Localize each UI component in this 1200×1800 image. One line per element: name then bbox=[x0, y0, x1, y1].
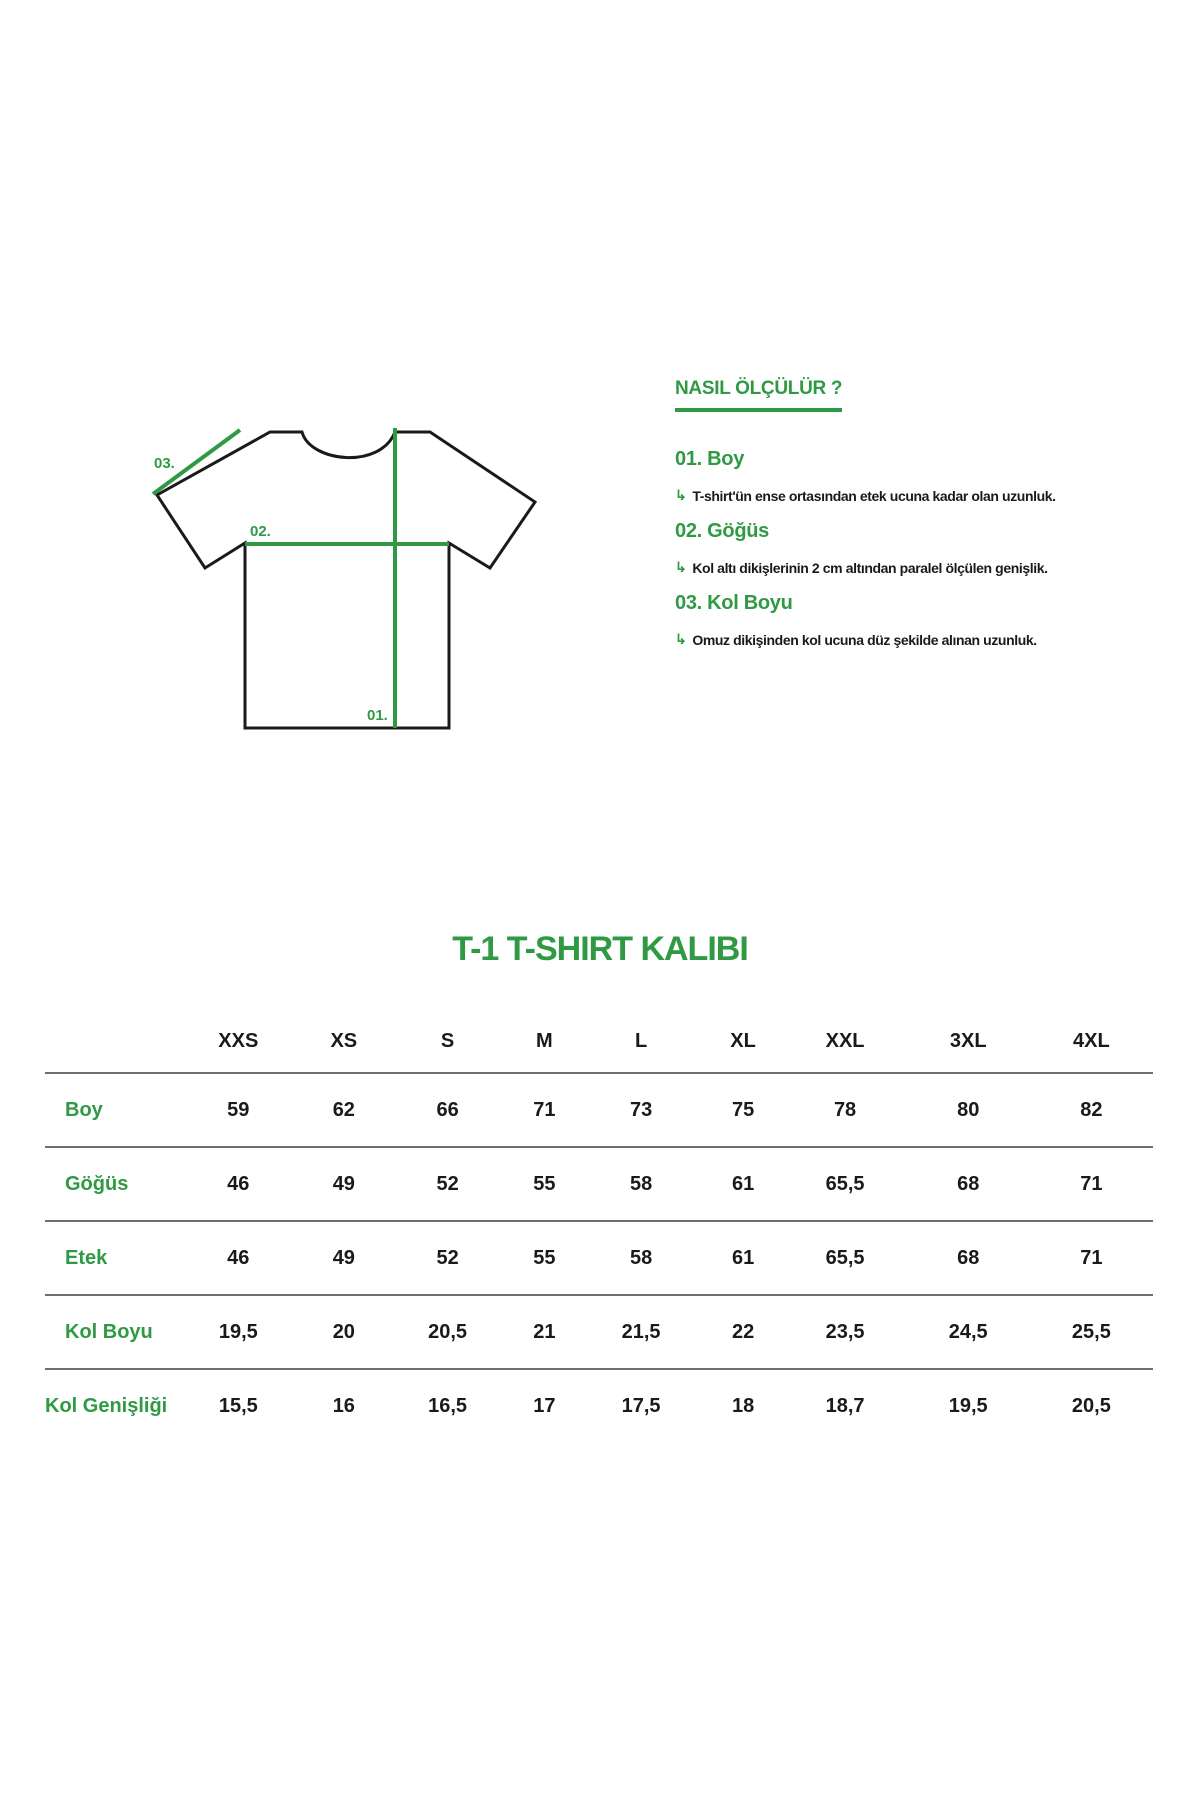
table-cell: 16,5 bbox=[428, 1394, 468, 1417]
table-cell: 68 bbox=[907, 1147, 1030, 1221]
table-cell: 20 bbox=[302, 1295, 386, 1369]
table-cell: 17 bbox=[533, 1394, 556, 1417]
sleeve-marker: 03. bbox=[154, 455, 175, 472]
step-description bbox=[675, 487, 1195, 504]
step-length bbox=[675, 448, 1195, 504]
size-header: S bbox=[386, 1010, 509, 1073]
table-row bbox=[45, 1295, 1153, 1369]
size-header: M bbox=[509, 1010, 579, 1073]
step-description-text: T-shirt'ün ense ortasından etek ucuna kadar olan uzunluk. bbox=[692, 487, 1056, 504]
return-arrow-icon: ↳ bbox=[675, 631, 687, 647]
how-to-measure-title: NASIL ÖLÇÜLÜR ? bbox=[675, 378, 842, 412]
tshirt-outline bbox=[157, 432, 535, 728]
table-cell: 20,5 bbox=[386, 1295, 509, 1369]
row-label: Etek bbox=[45, 1221, 175, 1295]
table-cell: 17,5 bbox=[621, 1394, 661, 1417]
table-cell: 20,5 bbox=[1071, 1394, 1111, 1417]
table-cell: 66 bbox=[386, 1073, 509, 1147]
chest-marker: 02. bbox=[250, 523, 271, 540]
size-header: 3XL bbox=[907, 1010, 1030, 1073]
table-cell: 15,5 bbox=[218, 1394, 258, 1417]
table-cell: 71 bbox=[509, 1073, 579, 1147]
table-cell: 61 bbox=[703, 1221, 784, 1295]
corner-cell bbox=[45, 1010, 175, 1073]
step-sleeve bbox=[675, 592, 1195, 648]
table-cell: 46 bbox=[175, 1221, 302, 1295]
table-cell: 82 bbox=[1030, 1073, 1153, 1147]
how-to-measure-section bbox=[675, 378, 1195, 648]
table-cell: 18,7 bbox=[825, 1394, 865, 1417]
table-cell: 58 bbox=[580, 1221, 703, 1295]
size-chart-table bbox=[45, 1010, 1153, 1442]
table-cell: 18 bbox=[731, 1394, 755, 1417]
table-cell: 62 bbox=[302, 1073, 386, 1147]
table-row bbox=[45, 1073, 1153, 1147]
table-cell: 65,5 bbox=[784, 1147, 907, 1221]
table-cell: 49 bbox=[302, 1221, 386, 1295]
table-cell: 52 bbox=[386, 1221, 509, 1295]
table-cell: 58 bbox=[580, 1147, 703, 1221]
row-label: Kol Boyu bbox=[45, 1295, 175, 1369]
table-cell: 49 bbox=[302, 1147, 386, 1221]
table-cell: 55 bbox=[509, 1147, 579, 1221]
table-cell: 80 bbox=[907, 1073, 1030, 1147]
size-header-row bbox=[45, 1010, 1153, 1073]
table-cell: 59 bbox=[175, 1073, 302, 1147]
row-label: Göğüs bbox=[45, 1147, 175, 1221]
table-cell: 55 bbox=[509, 1221, 579, 1295]
table-cell: 46 bbox=[175, 1147, 302, 1221]
table-cell: 16 bbox=[332, 1394, 355, 1417]
table-cell: 21,5 bbox=[580, 1295, 703, 1369]
step-chest bbox=[675, 520, 1195, 576]
table-cell: 78 bbox=[784, 1073, 907, 1147]
table-row bbox=[45, 1221, 1153, 1295]
table-cell: 71 bbox=[1030, 1147, 1153, 1221]
table-cell: 68 bbox=[907, 1221, 1030, 1295]
size-header: L bbox=[580, 1010, 703, 1073]
table-cell: 71 bbox=[1030, 1221, 1153, 1295]
size-header: XL bbox=[703, 1010, 784, 1073]
table-cell: 23,5 bbox=[784, 1295, 907, 1369]
table-cell: 52 bbox=[386, 1147, 509, 1221]
table-cell: 75 bbox=[703, 1073, 784, 1147]
step-title: 01. Boy bbox=[675, 448, 745, 470]
table-row bbox=[45, 1147, 1153, 1221]
table-row bbox=[45, 1369, 1153, 1442]
step-description bbox=[675, 559, 1195, 576]
table-cell: 21 bbox=[509, 1295, 579, 1369]
row-label: Kol Genişliği bbox=[45, 1394, 168, 1417]
table-cell: 19,5 bbox=[948, 1394, 988, 1417]
table-cell: 24,5 bbox=[907, 1295, 1030, 1369]
step-description-text: Kol altı dikişlerinin 2 cm altından paralel ölçülen genişlik. bbox=[692, 559, 1048, 576]
table-cell: 65,5 bbox=[784, 1221, 907, 1295]
size-header: 4XL bbox=[1030, 1010, 1153, 1073]
size-header: XS bbox=[302, 1010, 386, 1073]
table-cell: 25,5 bbox=[1030, 1295, 1153, 1369]
table-cell: 22 bbox=[703, 1295, 784, 1369]
table-cell: 61 bbox=[703, 1147, 784, 1221]
return-arrow-icon: ↳ bbox=[675, 559, 687, 575]
step-description bbox=[675, 631, 1195, 648]
size-header: XXS bbox=[175, 1010, 302, 1073]
size-chart-title: T-1 T-SHIRT KALIBI bbox=[452, 930, 748, 968]
size-header: XXL bbox=[784, 1010, 907, 1073]
step-description-text: Omuz dikişinden kol ucuna düz şekilde alınan uzunluk. bbox=[692, 631, 1037, 648]
length-marker: 01. bbox=[367, 707, 388, 724]
step-title: 02. Göğüs bbox=[675, 520, 769, 542]
table-cell: 19,5 bbox=[175, 1295, 302, 1369]
step-title: 03. Kol Boyu bbox=[675, 592, 793, 614]
return-arrow-icon: ↳ bbox=[675, 487, 687, 503]
row-label: Boy bbox=[45, 1073, 175, 1147]
table-cell: 73 bbox=[580, 1073, 703, 1147]
